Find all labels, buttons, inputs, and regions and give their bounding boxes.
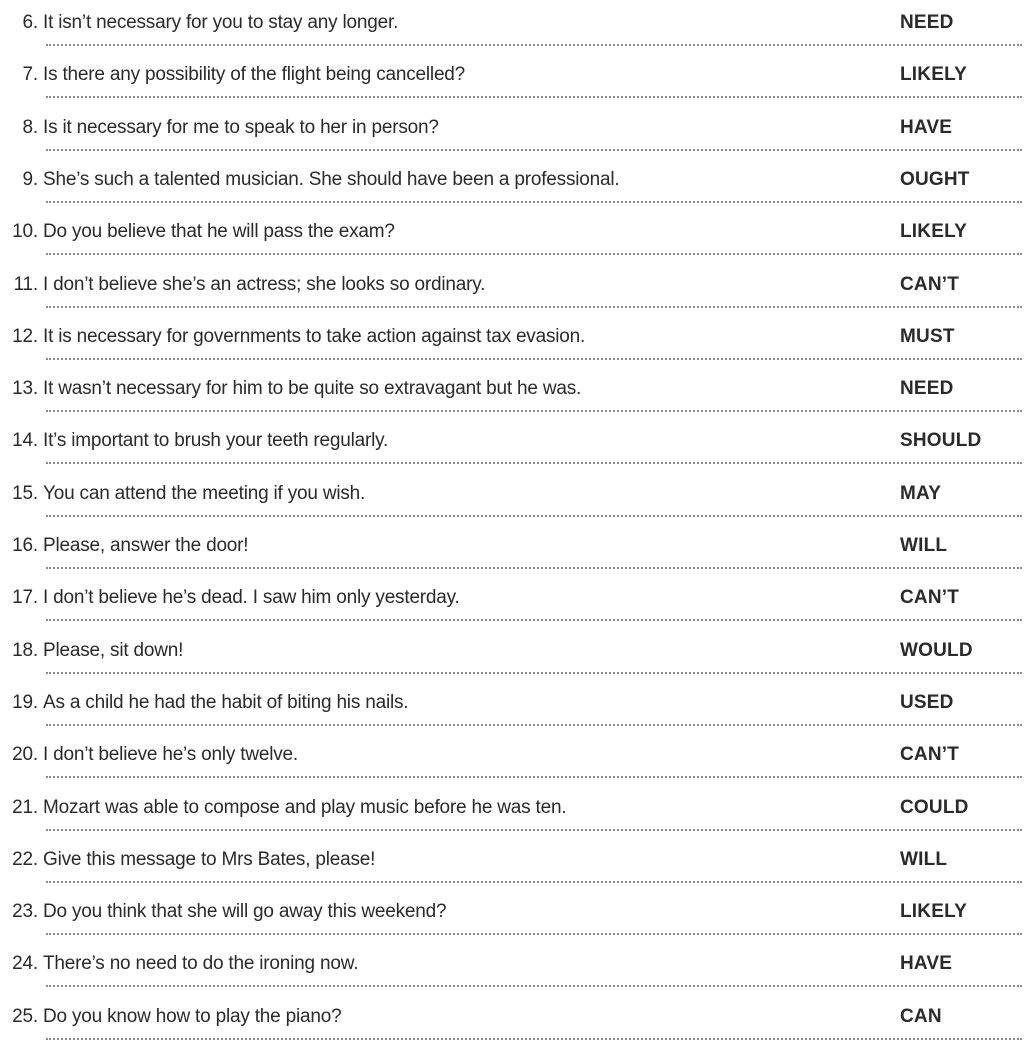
item-keyword: LIKELY bbox=[900, 901, 968, 923]
item-sentence: Mozart was able to compose and play music before he was ten. bbox=[43, 796, 567, 818]
exercise-item bbox=[0, 105, 1024, 157]
answer-line bbox=[46, 253, 1022, 255]
answer-line bbox=[46, 462, 1022, 464]
item-number: 16. bbox=[12, 535, 38, 556]
item-number: 20. bbox=[12, 744, 38, 766]
item-number: 18. bbox=[12, 639, 38, 661]
answer-line bbox=[46, 881, 1022, 883]
answer-line bbox=[46, 96, 1022, 98]
item-sentence: Do you think that she will go away this weekend? bbox=[43, 901, 447, 923]
item-number: 21. bbox=[12, 796, 38, 818]
item-keyword: NEED bbox=[900, 378, 954, 400]
item-number: 15. bbox=[12, 482, 38, 504]
item-number: 8. bbox=[22, 116, 38, 138]
answer-line bbox=[46, 672, 1022, 674]
exercise-item bbox=[0, 0, 1024, 52]
item-keyword: WILL bbox=[900, 848, 948, 870]
item-keyword: COULD bbox=[900, 796, 969, 818]
item-number: 14. bbox=[12, 430, 38, 452]
item-sentence: Do you know how to play the piano? bbox=[43, 1005, 342, 1027]
item-sentence: Please, answer the door! bbox=[43, 535, 249, 556]
item-number: 23. bbox=[12, 901, 38, 923]
exercise-item bbox=[0, 523, 1024, 575]
item-sentence: It isn’t necessary for you to stay any longer. bbox=[43, 12, 399, 33]
item-number: 25. bbox=[12, 1005, 38, 1027]
answer-line bbox=[46, 829, 1022, 831]
exercise-item bbox=[0, 418, 1024, 470]
answer-line bbox=[46, 567, 1022, 569]
item-sentence: It is necessary for governments to take action against tax evasion. bbox=[43, 325, 586, 347]
exercise-item bbox=[0, 314, 1024, 366]
answer-line bbox=[46, 776, 1022, 778]
item-number: 10. bbox=[12, 221, 38, 243]
exercise-item bbox=[0, 941, 1024, 993]
item-sentence: As a child he had the habit of biting his nails. bbox=[43, 691, 409, 713]
item-number: 7. bbox=[22, 64, 38, 86]
exercise-item bbox=[0, 837, 1024, 889]
item-sentence: Please, sit down! bbox=[43, 639, 184, 661]
item-sentence: Is there any possibility of the flight being cancelled? bbox=[43, 64, 466, 86]
item-number: 6. bbox=[22, 12, 38, 33]
item-number: 9. bbox=[22, 168, 38, 190]
item-keyword: NEED bbox=[900, 12, 954, 33]
item-number: 13. bbox=[12, 378, 38, 400]
item-sentence: You can attend the meeting if you wish. bbox=[43, 482, 366, 504]
item-sentence: Is it necessary for me to speak to her in person? bbox=[43, 116, 439, 138]
exercise-item bbox=[0, 732, 1024, 784]
answer-line bbox=[46, 306, 1022, 308]
item-keyword: WILL bbox=[900, 535, 948, 556]
exercise-item bbox=[0, 157, 1024, 209]
answer-line bbox=[46, 44, 1022, 46]
item-keyword: CAN bbox=[900, 1005, 942, 1027]
exercise-item bbox=[0, 52, 1024, 104]
item-keyword: LIKELY bbox=[900, 221, 968, 243]
item-number: 17. bbox=[12, 587, 38, 609]
item-sentence: Give this message to Mrs Bates, please! bbox=[43, 848, 376, 870]
answer-line bbox=[46, 933, 1022, 935]
exercise-item bbox=[0, 889, 1024, 941]
exercise-item bbox=[0, 575, 1024, 627]
answer-line bbox=[46, 619, 1022, 621]
answer-line bbox=[46, 358, 1022, 360]
item-number: 11. bbox=[13, 273, 38, 295]
item-keyword: OUGHT bbox=[900, 168, 970, 190]
exercise-item bbox=[0, 262, 1024, 314]
answer-line bbox=[46, 201, 1022, 203]
item-number: 12. bbox=[12, 325, 38, 347]
item-keyword: HAVE bbox=[900, 116, 953, 138]
item-sentence: I don’t believe she’s an actress; she looks so ordinary. bbox=[43, 273, 486, 295]
item-sentence: She’s such a talented musician. She should have been a professional. bbox=[43, 168, 620, 190]
item-sentence: It’s important to brush your teeth regularly. bbox=[43, 430, 389, 452]
answer-line bbox=[46, 724, 1022, 726]
exercise-item bbox=[0, 628, 1024, 680]
item-sentence: Do you believe that he will pass the exam? bbox=[43, 221, 395, 243]
item-keyword: CAN’T bbox=[900, 273, 960, 295]
item-keyword: MUST bbox=[900, 325, 955, 347]
exercise-item bbox=[0, 680, 1024, 732]
item-sentence: I don’t believe he’s only twelve. bbox=[43, 744, 298, 766]
item-keyword: WOULD bbox=[900, 639, 973, 661]
item-keyword: LIKELY bbox=[900, 64, 968, 86]
exercise-item bbox=[0, 785, 1024, 837]
exercise-item bbox=[0, 994, 1024, 1046]
exercise-item bbox=[0, 366, 1024, 418]
item-number: 19. bbox=[12, 691, 38, 713]
item-number: 22. bbox=[12, 848, 38, 870]
item-keyword: USED bbox=[900, 691, 954, 713]
answer-line bbox=[46, 985, 1022, 987]
item-keyword: HAVE bbox=[900, 953, 953, 975]
item-sentence: There’s no need to do the ironing now. bbox=[43, 953, 359, 975]
item-number: 24. bbox=[12, 953, 38, 975]
item-keyword: CAN’T bbox=[900, 587, 960, 609]
item-sentence: It wasn’t necessary for him to be quite so extravagant but he was. bbox=[43, 378, 582, 400]
answer-line bbox=[46, 1038, 1022, 1040]
item-sentence: I don’t believe he’s dead. I saw him only yesterday. bbox=[43, 587, 460, 609]
answer-line bbox=[46, 149, 1022, 151]
item-keyword: MAY bbox=[900, 482, 942, 504]
item-keyword: SHOULD bbox=[900, 430, 982, 452]
item-keyword: CAN’T bbox=[900, 744, 960, 766]
answer-line bbox=[46, 515, 1022, 517]
exercise-item bbox=[0, 209, 1024, 261]
exercise-item bbox=[0, 471, 1024, 523]
answer-line bbox=[46, 410, 1022, 412]
